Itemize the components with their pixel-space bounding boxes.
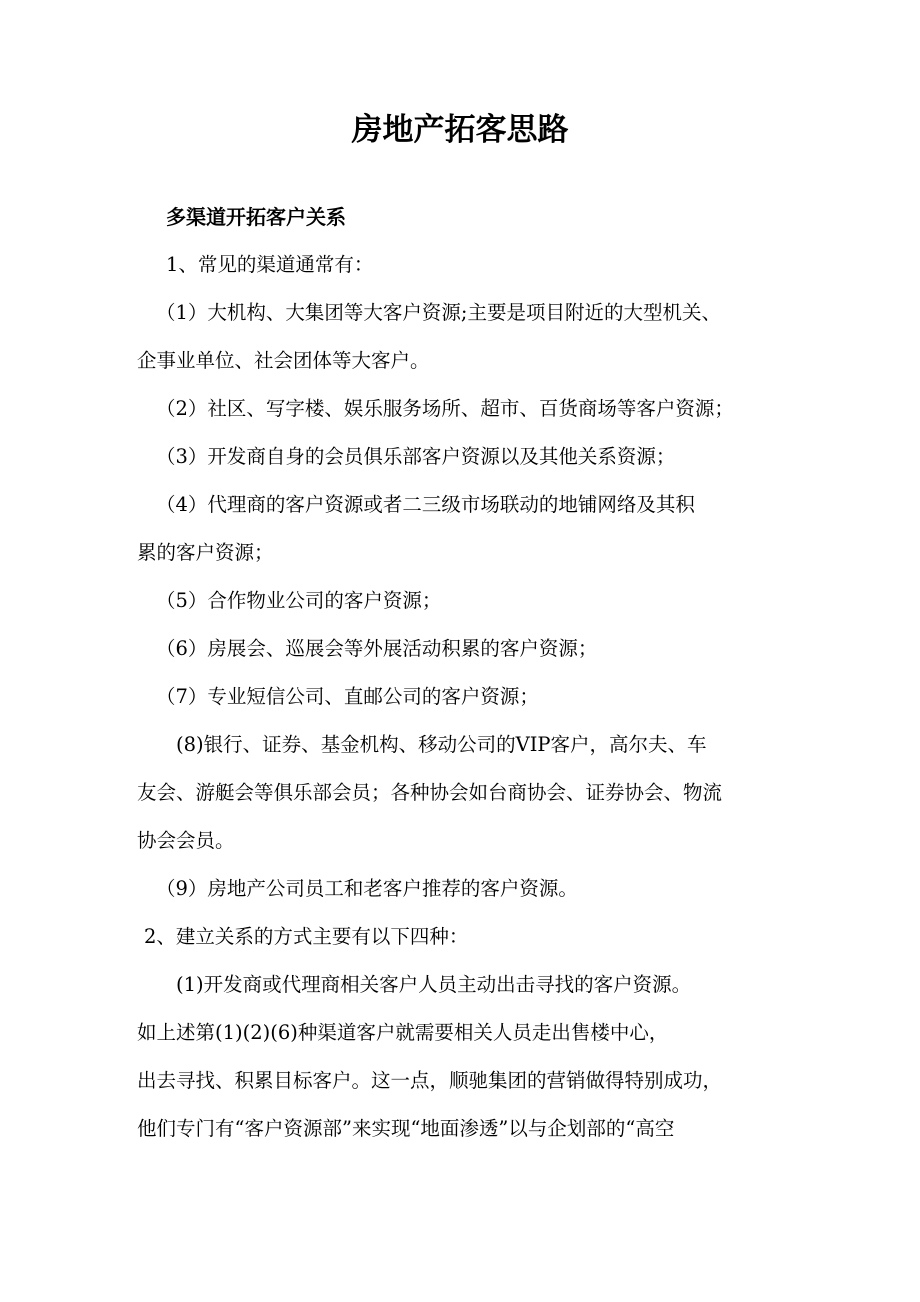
paragraph-line: 如上述第(1)(2)(6)种渠道客户就需要相关人员走出售楼中心， <box>137 1021 669 1044</box>
paragraph-line: (1)开发商或代理商相关客户人员主动出击寻找的客户资源。 <box>176 973 692 996</box>
paragraph-line: （5）合作物业公司的客户资源； <box>156 589 442 612</box>
paragraph-line: （4）代理商的客户资源或者二三级市场联动的地铺网络及其积 <box>156 493 695 516</box>
paragraph-line: （6）房展会、巡展会等外展活动积累的客户资源； <box>156 637 598 660</box>
paragraph-line: 企事业单位、社会团体等大客户。 <box>137 349 430 372</box>
paragraph-line: 累的客户资源； <box>137 541 274 564</box>
paragraph-line: （7）专业短信公司、直邮公司的客户资源； <box>156 685 539 708</box>
paragraph-line: 2、建立关系的方式主要有以下四种： <box>144 925 469 948</box>
paragraph-line: 协会会员。 <box>137 829 235 852</box>
document-title: 房地产拓客思路 <box>351 112 569 148</box>
paragraph-line: 1、常见的渠道通常有： <box>166 253 374 276</box>
paragraph-line: （1）大机构、大集团等大客户资源;主要是项目附近的大型机关、 <box>156 301 721 324</box>
paragraph-line: 友会、游艇会等俱乐部会员；各种协会如台商协会、证券协会、物流 <box>137 781 723 804</box>
paragraph-line: 他们专门有“客户资源部”来实现“地面渗透”以与企划部的“高空 <box>137 1117 675 1140</box>
section-heading: 多渠道开拓客户关系 <box>166 205 346 229</box>
paragraph-line: （3）开发商自身的会员俱乐部客户资源以及其他关系资源； <box>156 445 676 468</box>
paragraph-line: 出去寻找、积累目标客户。这一点，顺驰集团的营销做得特别成功， <box>137 1069 723 1092</box>
paragraph-line: （2）社区、写字楼、娱乐服务场所、超市、百货商场等客户资源； <box>156 397 734 420</box>
paragraph-line: (8)银行、证券、基金机构、移动公司的VIP客户，高尔夫、车 <box>176 733 707 756</box>
paragraph-line: （9）房地产公司员工和老客户推荐的客户资源。 <box>156 877 578 900</box>
